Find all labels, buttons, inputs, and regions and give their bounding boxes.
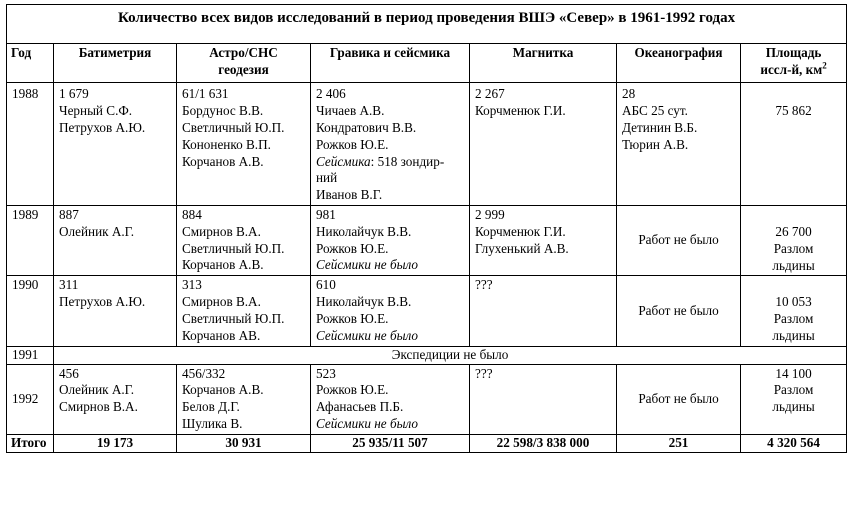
header-magnetic: Магнитка <box>470 43 617 83</box>
value: 456 <box>59 365 79 381</box>
note: Разлом <box>773 382 814 398</box>
value: 10 053 <box>775 294 812 310</box>
person: Смирнов В.А. <box>182 294 261 310</box>
header-astro-line1: Астро/СНС <box>209 44 278 60</box>
person: Чичаев А.В. <box>316 103 385 119</box>
person: Олейник А.Г. <box>59 223 135 239</box>
value: 26 700 <box>775 223 812 239</box>
ocean-cell: Работ не было <box>617 364 741 434</box>
total-label: Итого <box>7 434 54 452</box>
person: Кондратович В.В. <box>316 119 417 135</box>
value: 313 <box>182 277 202 293</box>
person: Черный С.Ф. <box>59 103 133 119</box>
value: 2 267 <box>475 86 505 102</box>
seismic-note: Сейсмики не было <box>316 257 419 273</box>
year-cell: 1991 <box>7 346 54 364</box>
person: Тюрин А.В. <box>622 136 689 152</box>
person: Корчанов А.В. <box>182 257 264 273</box>
total-magnetic: 22 598/3 838 000 <box>470 434 617 452</box>
value: 2 999 <box>475 206 505 222</box>
seismic-note: Сейсмики не было <box>316 415 419 431</box>
value: 523 <box>316 365 336 381</box>
person: Олейник А.Г. <box>59 382 135 398</box>
gravity-cell <box>311 83 470 206</box>
no-expedition-cell: Экспедиции не было <box>54 346 847 364</box>
total-bathymetry: 19 173 <box>54 434 177 452</box>
total-astro: 30 931 <box>177 434 311 452</box>
person: Светличный Ю.П. <box>182 119 285 135</box>
person: Рожков Ю.Е. <box>316 382 389 398</box>
year-cell: 1990 <box>7 276 54 346</box>
astro-cell <box>177 364 311 434</box>
note: льдины <box>772 327 815 343</box>
table-title: Количество всех видов исследований в период проведения ВШЭ «Север» в 1961-1992 годах <box>7 5 847 44</box>
person: Светличный Ю.П. <box>182 240 285 256</box>
seismic-note: Сейсмики не было <box>316 327 419 343</box>
person: Рожков Ю.Е. <box>316 136 389 152</box>
magnetic-cell <box>470 364 617 434</box>
person: Афанасьев П.Б. <box>316 399 404 415</box>
value: 884 <box>182 206 202 222</box>
person: Петрухов А.Ю. <box>59 119 146 135</box>
table-row-1989 <box>7 205 847 275</box>
header-area-unit: иссл-й, км <box>760 61 823 77</box>
gravity-cell <box>311 205 470 275</box>
value: ??? <box>475 365 493 381</box>
total-gravity: 25 935/11 507 <box>311 434 470 452</box>
person: Петрухов А.Ю. <box>59 294 146 310</box>
area-cell <box>741 364 847 434</box>
astro-cell <box>177 205 311 275</box>
year-cell: 1988 <box>7 83 54 206</box>
value: 456/332 <box>182 365 226 381</box>
magnetic-cell <box>470 276 617 346</box>
header-area-sup: 2 <box>822 60 827 71</box>
note: Разлом <box>773 240 814 256</box>
gravity-cell <box>311 364 470 434</box>
header-year: Год <box>7 43 54 83</box>
person: Рожков Ю.Е. <box>316 240 389 256</box>
note: льдины <box>772 257 815 273</box>
title-row <box>7 5 847 44</box>
person: Детинин В.Б. <box>622 119 698 135</box>
note: льдины <box>772 399 815 415</box>
table-row-1992 <box>7 364 847 434</box>
person: Смирнов В.А. <box>182 223 261 239</box>
ocean-cell: Работ не было <box>617 205 741 275</box>
person: Шулика В. <box>182 415 243 431</box>
table-row-1988 <box>7 83 847 206</box>
person: Николайчук В.В. <box>316 223 412 239</box>
note: АБС 25 сут. <box>622 103 688 119</box>
person: Корчменюк Г.И. <box>475 103 566 119</box>
seismic-label: Сейсмика <box>316 153 371 169</box>
total-row <box>7 434 847 452</box>
person: Смирнов В.А. <box>59 399 138 415</box>
value: 75 862 <box>775 103 812 119</box>
area-cell <box>741 83 847 206</box>
gravity-cell <box>311 276 470 346</box>
header-bathymetry: Батиметрия <box>54 43 177 83</box>
astro-cell <box>177 276 311 346</box>
bathymetry-cell <box>54 83 177 206</box>
header-astro-line2: геодезия <box>218 61 269 77</box>
header-area-line1: Площадь <box>765 44 822 60</box>
seismic-text: : 518 зондир-ний <box>316 153 445 186</box>
seismic-note <box>316 154 464 188</box>
header-ocean: Океанография <box>617 43 741 83</box>
document <box>6 4 846 453</box>
bathymetry-cell <box>54 205 177 275</box>
value: ??? <box>475 277 493 293</box>
person: Николайчук В.В. <box>316 294 412 310</box>
header-gravity: Гравика и сейсмика <box>311 43 470 83</box>
person: Белов Д.Г. <box>182 399 240 415</box>
total-ocean: 251 <box>617 434 741 452</box>
person: Рожков Ю.Е. <box>316 310 389 326</box>
year-cell: 1989 <box>7 205 54 275</box>
header-area-line2 <box>745 62 842 79</box>
value: 311 <box>59 277 79 293</box>
magnetic-cell <box>470 83 617 206</box>
magnetic-cell <box>470 205 617 275</box>
research-table <box>6 4 847 453</box>
value: 610 <box>316 277 336 293</box>
person: Иванов В.Г. <box>316 187 383 203</box>
person: Корчанов А.В. <box>182 153 264 169</box>
person: Корчанов АВ. <box>182 327 261 343</box>
total-area: 4 320 564 <box>741 434 847 452</box>
ocean-cell: Работ не было <box>617 276 741 346</box>
bathymetry-cell <box>54 364 177 434</box>
header-astro <box>177 43 311 83</box>
ocean-cell <box>617 83 741 206</box>
area-cell <box>741 276 847 346</box>
value: 2 406 <box>316 86 346 102</box>
value: 1 679 <box>59 86 89 102</box>
note: Разлом <box>773 311 814 327</box>
value: 61/1 631 <box>182 86 229 102</box>
value: 28 <box>622 86 636 102</box>
year-cell: 1992 <box>7 364 54 434</box>
table-row-1990 <box>7 276 847 346</box>
table-row-1991 <box>7 346 847 364</box>
bathymetry-cell <box>54 276 177 346</box>
person: Бордунос В.В. <box>182 103 264 119</box>
value: 14 100 <box>775 365 812 381</box>
astro-cell <box>177 83 311 206</box>
area-cell <box>741 205 847 275</box>
person: Светличный Ю.П. <box>182 310 285 326</box>
person: Корчменюк Г.И. <box>475 223 566 239</box>
person: Кононенко В.П. <box>182 136 271 152</box>
header-area <box>741 43 847 83</box>
header-row <box>7 43 847 83</box>
person: Корчанов А.В. <box>182 382 264 398</box>
value: 887 <box>59 206 79 222</box>
value: 981 <box>316 206 336 222</box>
person: Глухенький А.В. <box>475 240 569 256</box>
